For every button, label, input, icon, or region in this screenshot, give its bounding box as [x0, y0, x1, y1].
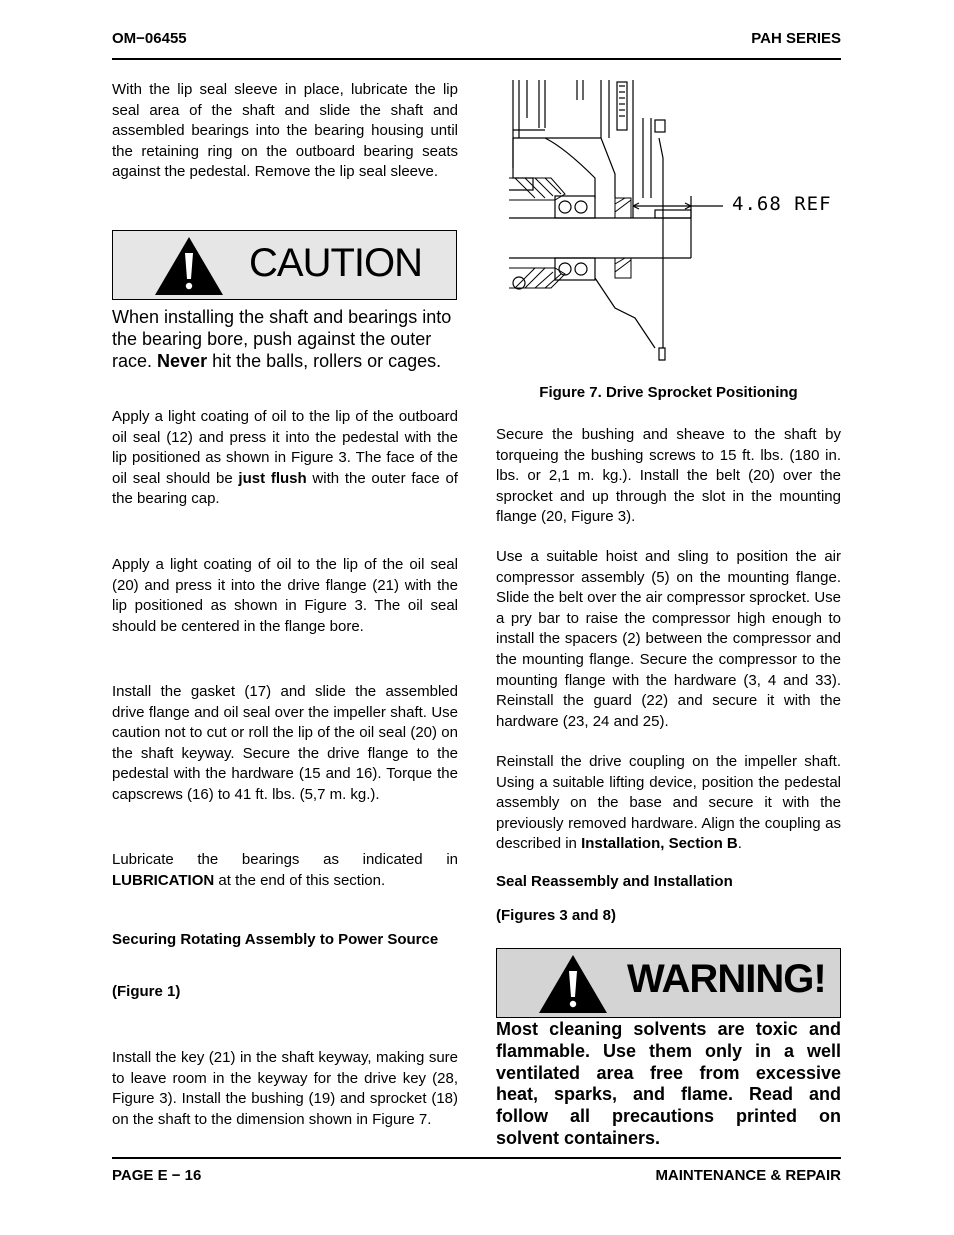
drive-sprocket-drawing [505, 78, 845, 368]
warning-label: WARNING! [627, 957, 826, 1001]
paragraph-hoist-compressor: Use a suitable hoist and sling to position the air compressor assembly (5) on the mounting flange. Slide the belt over the air compressor sprocket. Use a pry bar to raise the compressor high enough to install the spacers (2) between the compressor and the mounting flange. Secure the compressor to the mounting flange with the hardware (3, 4 and 33). Reinstall the guard (22) and secure it with the hardware (23, 24 and 25). [496, 548, 841, 730]
paragraph-outboard-seal [112, 407, 458, 510]
section-heading-power-source: Securing Rotating Assembly to Power Source [112, 931, 439, 948]
section-heading-seal-reassembly: Seal Reassembly and Installation [496, 873, 733, 890]
page-number: PAGE E − 16 [112, 1167, 202, 1184]
p3-emphasis: Installation, Section B [581, 835, 738, 853]
caution-text-c: hit the balls, rollers or cages. [207, 350, 442, 371]
series-title: PAH SERIES [751, 30, 841, 47]
p2-emphasis: just flush [238, 469, 307, 487]
caution-emphasis: Never [157, 350, 208, 371]
caution-triangle-icon [153, 235, 225, 297]
warning-message: Most cleaning solvents are toxic and flammable. Use them only in a well ventilated area free from excessive heat, sparks, and flame. Read and follow all precautions printed on solvent containers. [496, 1019, 841, 1148]
figure-caption: Figure 7. Drive Sprocket Positioning [539, 384, 798, 401]
warning-triangle-icon [537, 953, 609, 1015]
p5-text-c: at the end of this section. [214, 871, 386, 889]
paragraph-reinstall-coupling [496, 752, 841, 855]
caution-text-a: When installing the shaft and bearings into the bearing bore, push against the outer race. [112, 307, 452, 371]
caution-label: CAUTION [249, 241, 422, 285]
section-subheading-figures-3-8: (Figures 3 and 8) [496, 907, 617, 924]
paragraph-install-shaft: With the lip seal sleeve in place, lubricate the lip seal area of the shaft and slide the shaft and assembled bearings into the bearing housing until the retaining ring on the outboard bearing seats against the pedestal. Remove the lip seal sleeve. [112, 81, 458, 181]
p5-text-a: Lubricate the bearings as indicated in [112, 851, 458, 868]
footer-rule [112, 1157, 841, 1159]
p3-text-c: . [737, 835, 742, 853]
paragraph-drive-flange-seal: Apply a light coating of oil to the lip of the oil seal (20) and press it into the drive flange (21) with the lip positioned as shown in Figure 3. The oil seal should be centered in the flange bore. [112, 556, 458, 635]
paragraph-lubricate [112, 850, 458, 891]
p2-text-a: Apply a light coating of oil to the lip of the outboard oil seal (12) and press it into the pedestal with the lip positioned as shown in Figure 3. The face of the oil seal should be [112, 408, 458, 487]
caution-message [112, 307, 458, 372]
warning-banner [496, 948, 841, 1018]
p3-text-a: Reinstall the drive coupling on the impeller shaft. Using a suitable lifting device, position the pedestal assembly on the base and secure it with the previously removed hardware. Align the coupling as described in [496, 753, 841, 853]
paragraph-install-key: Install the key (21) in the shaft keyway, making sure to leave room in the keyway for the drive key (28, Figure 3). Install the bushing (19) and sprocket (18) on the shaft to the dimension shown in Figure 7. [112, 1049, 458, 1128]
paragraph-install-gasket: Install the gasket (17) and slide the assembled drive flange and oil seal over the impeller shaft. Use caution not to cut or roll the lip of the oil seal (20) on the shaft keyway. Secure the drive flange to the pedestal with the hardware (15 and 16). Torque the capscrews (16) to 41 ft. lbs. (5,7 m. kg.). [112, 683, 458, 803]
p2-text-c: with the outer face of the bearing cap. [112, 469, 458, 508]
header-rule [112, 58, 841, 60]
p5-emphasis: LUBRICATION [112, 871, 215, 889]
paragraph-secure-bushing: Secure the bushing and sheave to the shaft by torqueing the bushing screws to 15 ft. lbs. (180 in. lbs. or 2,1 m. kg.). Install the belt (20) over the sprocket and up through the slot in the mounting flange (20, Figure 3). [496, 426, 841, 526]
document-number: OM−06455 [112, 30, 187, 47]
section-subheading-figure-1: (Figure 1) [112, 983, 181, 1000]
section-name: MAINTENANCE & REPAIR [655, 1167, 841, 1184]
dimension-label: 4.68 REF [732, 193, 832, 215]
caution-banner [112, 230, 457, 300]
